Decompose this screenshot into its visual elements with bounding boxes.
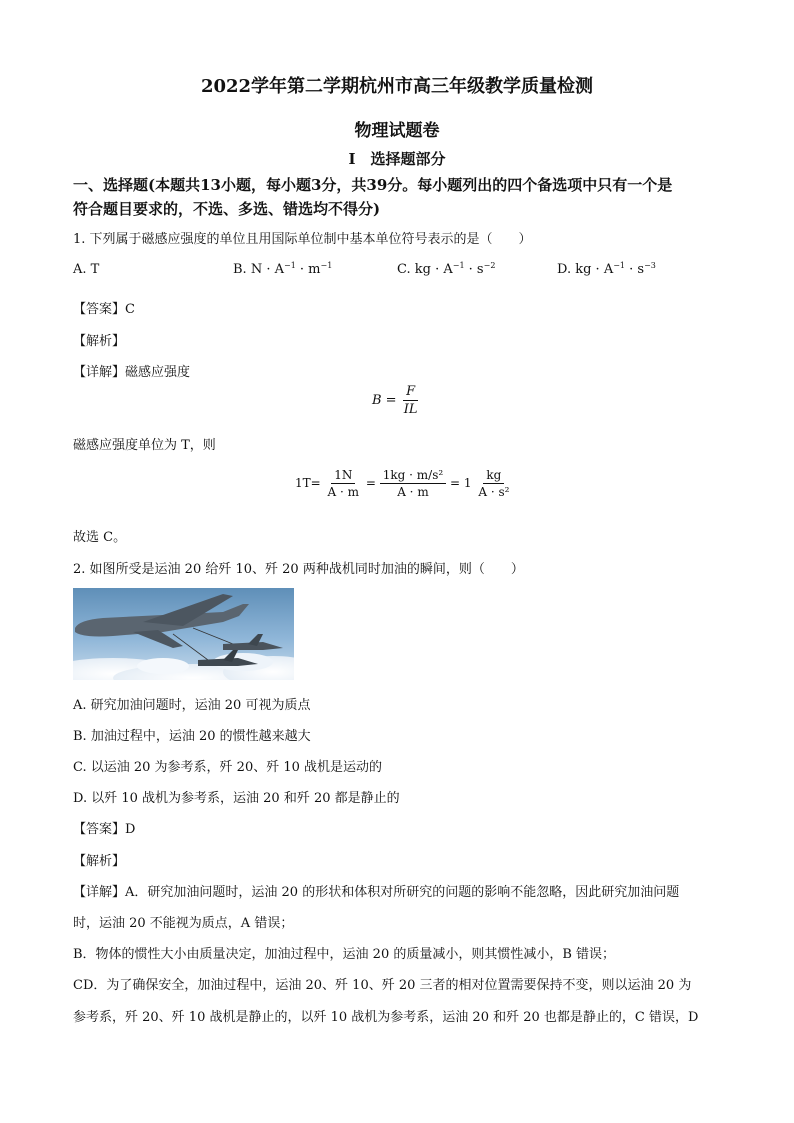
q1-option-a: A. T [73, 262, 100, 277]
q1-option-d [557, 262, 656, 277]
q1-formula-unit-frac2-den: A · m [397, 485, 429, 499]
q2-detail-text-1: A．研究加油问题时，运油 20 的形状和体积对所研究的问题的影响不能忽略，因此研究加油问题 [125, 885, 680, 900]
q1-option-c-mid: · s [464, 262, 484, 277]
q2-detail-line3: B．物体的惯性大小由质量决定，加油过程中，运油 20 的质量减小，则其惯性减小，B 错误； [73, 947, 616, 962]
section-heading-line1: 一、选择题(本题共13小题，每小题3分，共39分。每小题列出的四个备选项中只有一个是 [73, 176, 673, 194]
q1-option-d-exp2: −3 [644, 261, 656, 270]
q1-detail [73, 361, 190, 380]
q1-answer: 【答案】C [73, 302, 135, 317]
q1-option-c-exp1: −1 [452, 261, 465, 270]
q1-option-b-exp1: −1 [283, 261, 296, 270]
q1-formula-unit-frac3 [475, 468, 512, 499]
q1-detail-text: 磁感应强度 [125, 365, 191, 380]
q2-option-a: A. 研究加油问题时，运油 20 可视为质点 [73, 698, 311, 713]
q1-formula-unit-frac2-num: 1kg · m/s² [380, 468, 446, 484]
q2-option-c: C. 以运油 20 为参考系，歼 20、歼 10 战机是运动的 [73, 760, 383, 775]
q1-detail-label: 【详解】 [73, 365, 126, 380]
q2-detail-label: 【详解】 [73, 885, 126, 900]
q1-option-d-mid: · s [625, 262, 645, 277]
q2-option-d: D. 以歼 10 战机为参考系，运油 20 和歼 20 都是静止的 [73, 791, 400, 806]
q2-detail-line2: 时，运油 20 不能视为质点，A 错误； [73, 916, 294, 931]
q2-detail-line4: CD．为了确保安全，加油过程中，运油 20、歼 10、歼 20 三者的相对位置需要保持不变，则以运油 20 为 [73, 978, 692, 993]
exam-subtitle: 物理试题卷 [354, 121, 440, 141]
refueling-aircraft-illustration [73, 588, 294, 680]
q1-option-c-exp2: −2 [483, 261, 496, 270]
q1-option-b [233, 262, 332, 277]
q1-option-b-mid: · m [295, 262, 321, 277]
q1-option-c [397, 262, 495, 277]
q1-formula-unit-frac3-den: A · s² [478, 485, 510, 499]
exam-title: 2022学年第二学期杭州市高三年级教学质量检测 [200, 76, 594, 97]
q1-formula-unit-eq2: = 1 [450, 476, 472, 490]
q2-answer: 【答案】D [73, 822, 136, 837]
q1-formula-unit-frac1 [325, 468, 363, 499]
q1-formula-unit-lhs: 1T= [295, 476, 321, 490]
q2-stem: 2. 如图所受是运油 20 给歼 10、歼 20 两种战机同时加油的瞬间，则（ ） [73, 562, 524, 577]
section-heading-line2: 符合题目要求的，不选、多选、错选均不得分) [73, 200, 381, 218]
q2-detail-line5: 参考系，歼 20、歼 10 战机是静止的，以歼 10 战机为参考系，运油 20 和歼 20 也都是静止的，C 错误，D [73, 1010, 699, 1025]
q1-formula-unit [295, 468, 512, 499]
q2-analysis-label: 【解析】 [73, 854, 126, 869]
refueling-aircraft-photo [73, 588, 294, 680]
q1-formula-unit-eq: = [365, 476, 376, 490]
q1-formula-b-fraction [401, 384, 421, 417]
q1-option-b-exp2: −1 [320, 261, 333, 270]
q1-formula-b [372, 384, 421, 417]
q2-detail-line1 [73, 881, 679, 900]
q1-formula-unit-frac1-den: A · m [327, 485, 360, 499]
q1-unit-text: 磁感应强度单位为 T，则 [73, 438, 216, 453]
q1-option-d-prefix: D. kg · A [557, 262, 614, 277]
q1-stem: 1. 下列属于磁感应强度的单位且用国际单位制中基本单位符号表示的是（ ） [73, 232, 532, 247]
q1-formula-b-lhs: B = [372, 393, 397, 408]
q1-formula-unit-frac3-num: kg [483, 468, 504, 484]
q1-option-b-prefix: B. N · A [233, 262, 284, 277]
q1-formula-b-num: F [403, 384, 418, 401]
q1-formula-unit-frac1-num: 1N [331, 468, 355, 484]
part-heading: Ⅰ 选择题部分 [348, 150, 446, 168]
q1-analysis-label: 【解析】 [73, 334, 126, 349]
q2-option-b: B. 加油过程中，运油 20 的惯性越来越大 [73, 729, 311, 744]
q1-formula-unit-frac2 [380, 468, 446, 499]
q1-option-d-exp1: −1 [613, 261, 626, 270]
q1-option-c-prefix: C. kg · A [397, 262, 453, 277]
q1-formula-b-den: IL [403, 402, 418, 417]
q1-conclusion: 故选 C。 [73, 530, 127, 545]
